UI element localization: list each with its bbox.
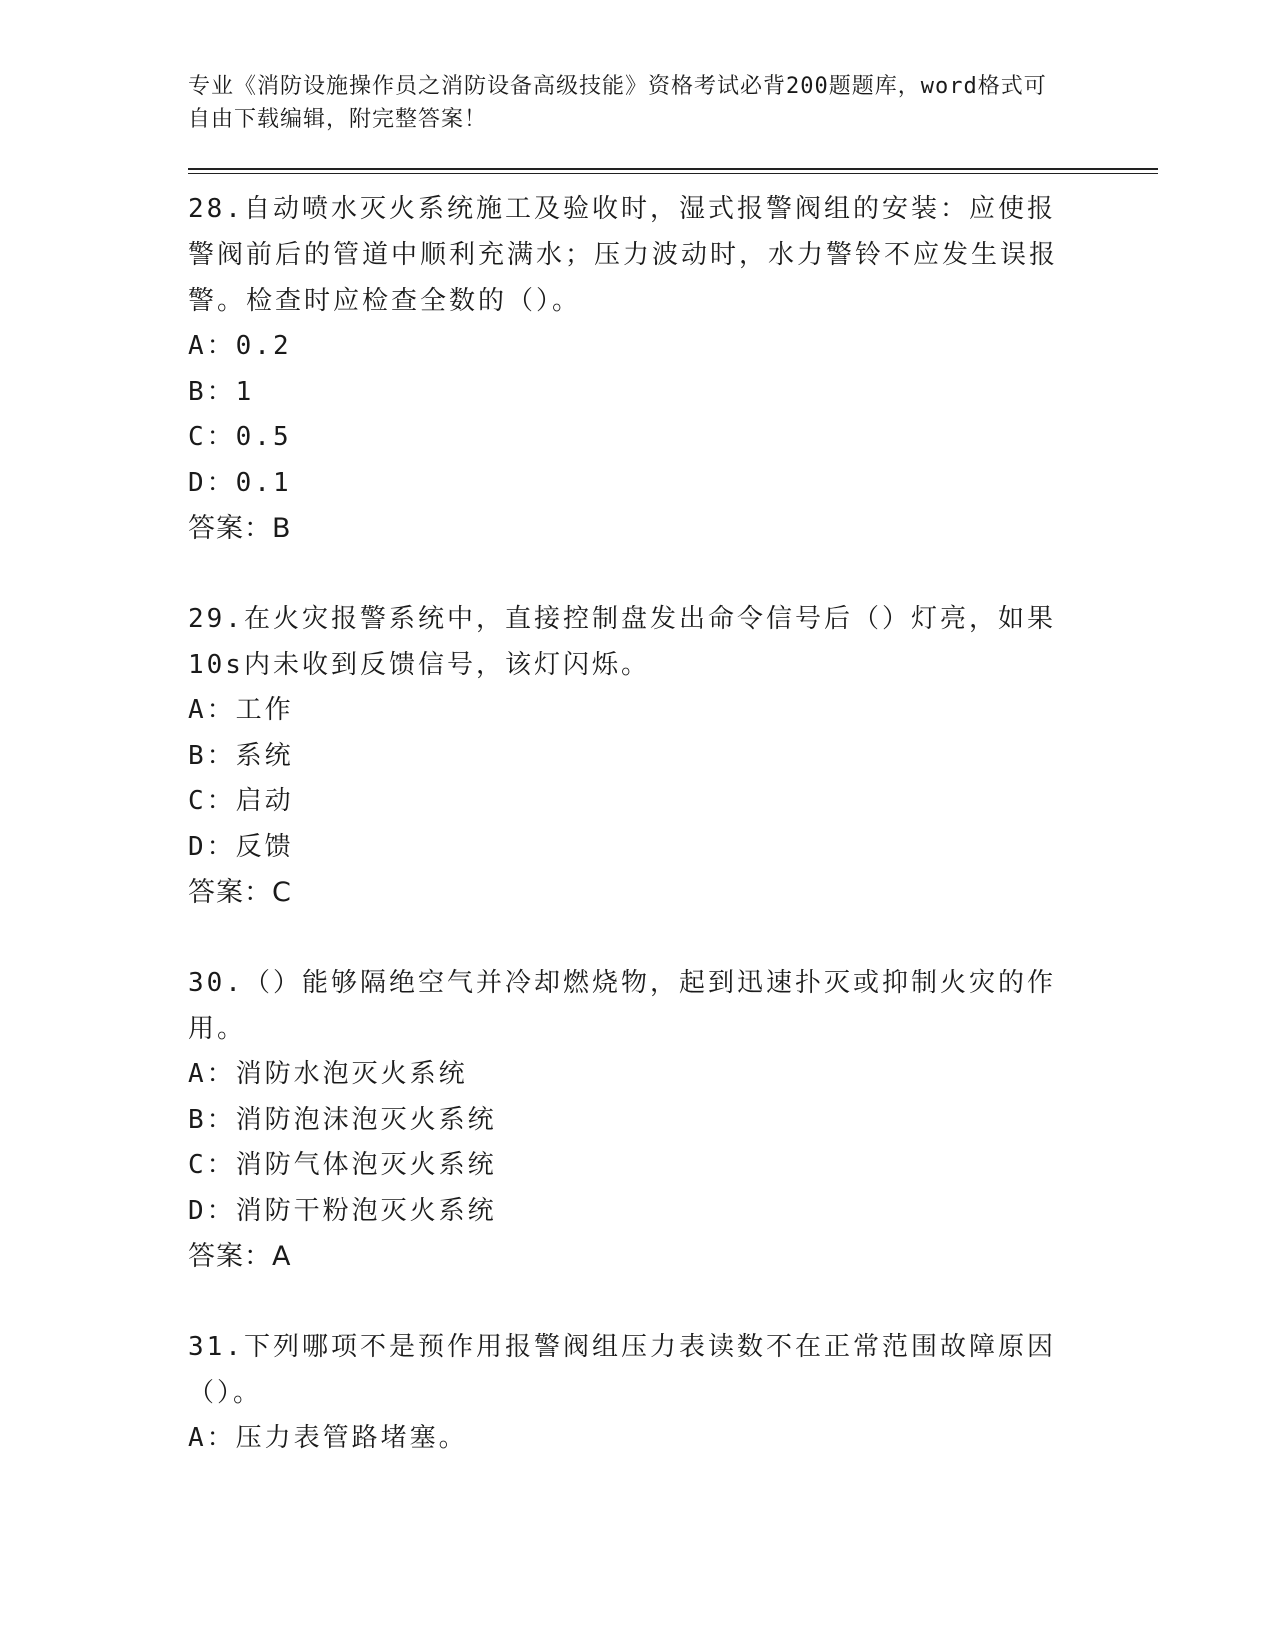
question-text: 28.自动喷水灭火系统施工及验收时，湿式报警阀组的安装：应使报警阀前后的管道中顺利充满水；压力波动时，水力警铃不应发生误报警。检查时应检查全数的（）。 [188,194,1059,316]
document-header: 专业《消防设施操作员之消防设备高级技能》资格考试必背200题题库，word格式可自由下载编辑，附完整答案！ [188,74,1047,132]
option-d: D：0.1 [188,467,292,498]
option-a: A：压力表管路堵塞。 [188,1423,468,1453]
question-text: 30.（）能够隔绝空气并冷却燃烧物，起到迅速扑灭或抑制火灾的作用。 [188,968,1056,1044]
option-c: C：0.5 [188,422,292,452]
option-c: C：启动 [188,786,294,816]
option-a: A：工作 [188,695,294,725]
option-b: B：消防泡沫泡灭火系统 [188,1104,497,1135]
answer-line: 答案：C [188,877,292,908]
question-text: 31.下列哪项不是预作用报警阀组压力表读数不在正常范围故障原因（）。 [188,1332,1056,1408]
header-rule-thick [188,168,1158,170]
answer-line: 答案：A [188,1241,292,1272]
option-c: C：消防气体泡灭火系统 [188,1150,497,1180]
question-28 [188,186,1158,552]
question-29 [188,596,1158,916]
option-b: B：系统 [188,740,294,771]
document-page [188,70,1158,1506]
answer-line: 答案：B [188,513,292,544]
option-a: A：消防水泡灭火系统 [188,1059,468,1089]
question-text: 29.在火灾报警系统中，直接控制盘发出命令信号后（）灯亮，如果10s内未收到反馈信号，该灯闪烁。 [188,604,1056,680]
header-rule-thin [188,173,1158,174]
option-d: D：消防干粉泡灭火系统 [188,1195,497,1226]
question-31 [188,1324,1158,1462]
option-b: B：1 [188,376,255,407]
option-d: D：反馈 [188,831,294,862]
option-a: A：0.2 [188,331,292,361]
question-30 [188,960,1158,1280]
